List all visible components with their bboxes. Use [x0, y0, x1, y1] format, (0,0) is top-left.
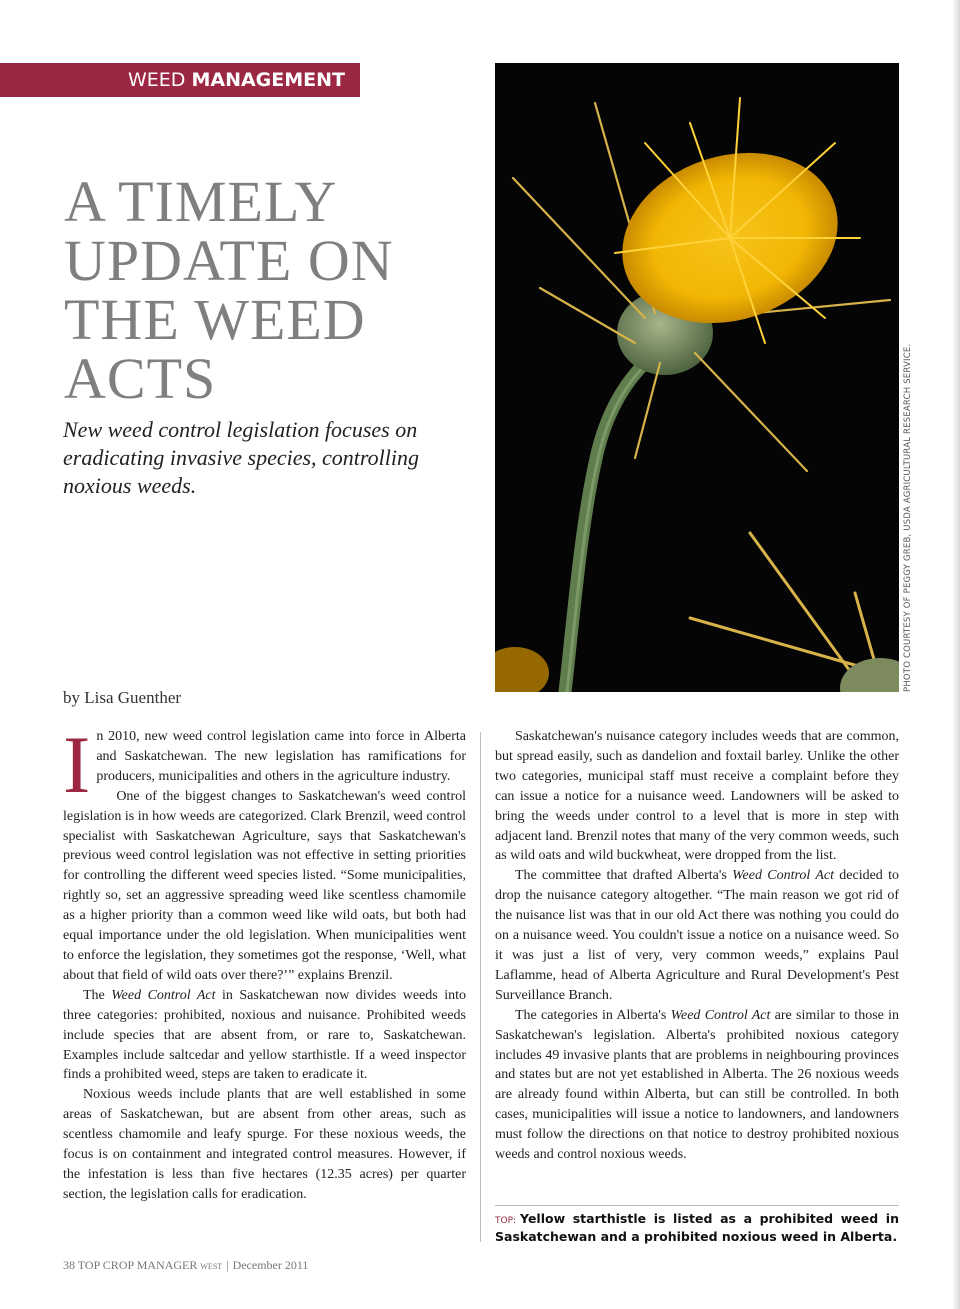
paragraph-text: are similar to those in Saskatchewan's legislation. Alberta's prohibited noxious category includes 49 invasive plants that are problems in neighbouring provinces and states but are not yet established in Alberta. The 26 noxious weeds are already found within Alberta, but can still be controlled. In both cases, municipalities will issue a notice to landowners, and landowners must follow the directions on that notice to destroy prohibited noxious weeds and control noxious weeds. [495, 1007, 900, 1163]
article-deck: New weed control legislation focuses on eradicating invasive species, controlling noxious weeds. [63, 417, 419, 498]
footer-separator: | [226, 1258, 229, 1272]
body-paragraph [63, 719, 466, 810]
body-column-left [63, 719, 466, 1205]
headline-line: A TIMELY [64, 169, 338, 234]
caption-tag: TOP: [495, 1216, 517, 1226]
photo-credit: PHOTO COURTESY OF PEGGY GREB, USDA AGRICULTURAL RESEARCH SERVICE. [903, 343, 913, 692]
caption-divider [495, 1205, 899, 1206]
starthistle-illustration [495, 63, 899, 692]
act-title: Weed Control Act [670, 1007, 771, 1023]
headline-line: UPDATE ON [64, 228, 394, 293]
paragraph-text: in Saskatchewan now divides weeds into three categories: prohibited, noxious and nuisance. Prohibited weeds include species that are absent from, or rare to, Saskatchewan. Examples include saltcedar and yellow starthistle. If a weed inspector finds a prohibited weed, steps are taken to eradicate it. [63, 987, 466, 1083]
body-paragraph [495, 1006, 899, 1165]
caption-text: Yellow starthistle is listed as a prohibited weed in Saskatchewan and a prohibited noxious weed in Alberta. [495, 1211, 899, 1244]
issue-date: December 2011 [232, 1258, 309, 1272]
page-footer [63, 1258, 308, 1273]
photo-caption [495, 1211, 899, 1245]
body-paragraph: Noxious weeds include plants that are well established in some areas of Saskatchewan, but are absent from other areas, such as scentless chamomile and leafy spurge. For these noxious weeds, the focus is on containment and integrated control measures. However, if the infestation is less than five hectares (12.35 acres) per quarter section, the legislation calls for eradication. [63, 1087, 466, 1202]
paragraph-text: The [83, 987, 112, 1003]
page-edge-shadow [952, 0, 960, 1309]
starthistle-photo [495, 63, 899, 692]
page-number: 38 [63, 1258, 75, 1272]
section-label-light: WEED [127, 69, 192, 91]
paragraph-text: decided to drop the nuisance category altogether. “The main reason we got rid of the nuisance list was that in our old Act there was nothing you could do on a nuisance weed. You couldn't issue a notice on a nuisance weed. So it was just a list of very, very common weeds,” explains Paul Laflamme, head of Alberta Agriculture and Rural Development's Pest Surveillance Branch. [495, 868, 899, 1003]
headline-line: THE WEED [64, 287, 366, 352]
body-column-right [495, 727, 899, 1165]
body-paragraph [495, 866, 899, 1005]
section-label-bold: MANAGEMENT [191, 69, 345, 91]
article-headline [64, 169, 464, 411]
column-divider [480, 732, 481, 1242]
act-title: Weed Control Act [732, 868, 834, 884]
body-paragraph: One of the biggest changes to Saskatchewan's weed control legislation is in how weeds are categorized. Clark Brenzil, weed control specialist with Saskatchewan Agriculture, says that Saskatchewan's previous weed control legislation was not effective in setting priorities for controlling the different weed species listed. “Some municipalities, rightly so, set an aggressive spreading weed like scentless chamomile as a higher priority than a common weed like wild oats, but both had equal importance under the old legislation. When municipalities went to enforce the legislation, they sometimes got the response, ‘Well, what about that field of wild oats over there?’” explains Brenzil. [63, 788, 466, 983]
body-paragraph [63, 986, 466, 1086]
byline: by Lisa Guenther [63, 688, 182, 707]
magazine-edition: WEST [200, 1262, 223, 1271]
drop-cap: I [63, 719, 91, 810]
paragraph-text: n 2010, new weed control legislation came into force in Alberta and Saskatchewan. The new legislation has ramifications for producers, municipalities and others in the agriculture industry. [96, 729, 466, 784]
paragraph-text: The committee that drafted Alberta's [515, 868, 733, 884]
paragraph-text: The categories in Alberta's [515, 1007, 671, 1023]
headline-line: ACTS [64, 346, 217, 411]
section-banner [0, 63, 360, 97]
body-paragraph: Saskatchewan's nuisance category includes weeds that are common, but spread easily, such as dandelion and foxtail barley. Unlike the other two categories, municipal staff must receive a complaint before they can issue a notice for a nuisance weed. Landowners will be asked to bring the weeds under control to a level that is more in step with adjacent land. Brenzil notes that many of the very common weeds, such as wild oats and wild buckwheat, were dropped from the list. [495, 729, 899, 864]
act-title: Weed Control Act [111, 987, 216, 1003]
magazine-name: TOP CROP MANAGER [77, 1258, 198, 1272]
